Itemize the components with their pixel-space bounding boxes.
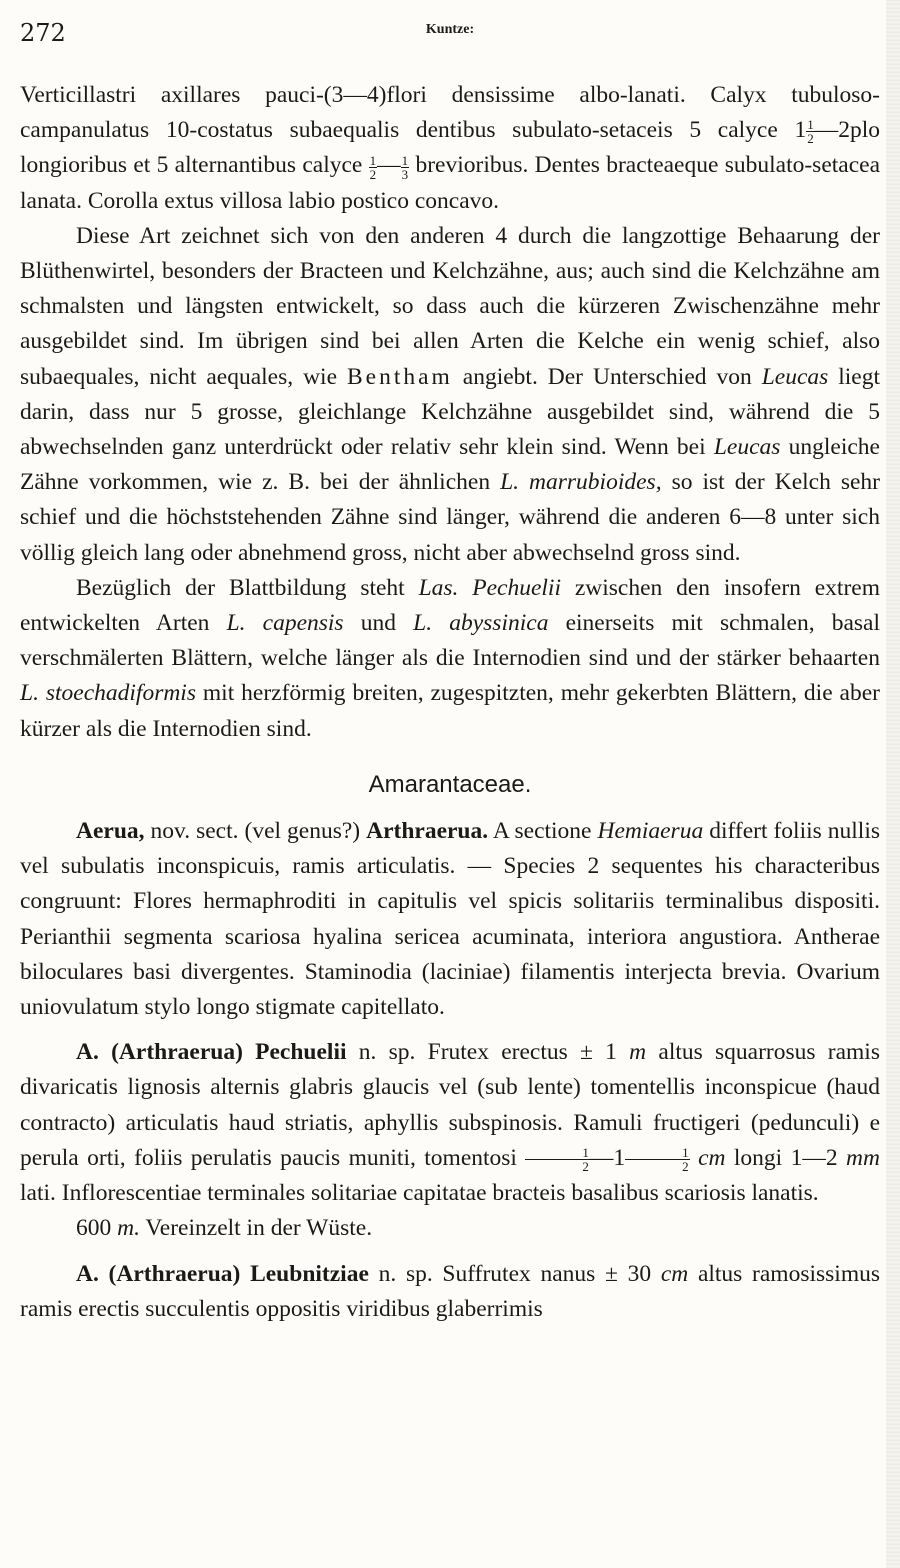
paragraph-locality: 600 m. Vereinzelt in der Wüste.	[76, 1215, 373, 1242]
paragraph-pechuelii: A. (Arthraerua) Pechuelii n. sp. Frutex erectus ± 1 m altus squarrosus ramis divaricatis lignosis alternis glabris glaucis vel (sub lente) tomentellis inconspicue (haud contracto) articulatis haud striatis, aphyllis subspinosis. Ramuli fructigeri (pedunculi) e perula orti, foliis perulatis paucis muniti, tomentosi $\frac{1}{2}$ —1 $\frac{1}{2}$ cm longi 1—2 mm lati. Inflorescentiae terminales solitariae capitatae bracteis basalibus scariosis lanatis.	[20, 1039, 880, 1207]
paragraph-species-comparison: Diese Art zeichnet sich von den anderen 4 durch die langzottige Behaarung der Blüthenwirtel, besonders der Bracteen und Kelchzähne, aus; auch sind die Kelchzähne am schmalsten und längsten entwickelt, so dass auch die kürzeren Zwischenzähne mehr ausgebildet sind. Im übrigen sind bei allen Arten die Kelche ein wenig schief, also subaequales, nicht aequales, wie Bentham angiebt. Der Unterschied von Leucas liegt darin, dass nur 5 grosse, gleichlange Kelchzähne ausgebildet sind, während die 5 abwechselnden ganz unterdrückt oder relativ sehr klein sind. Wenn bei Leucas ungleiche Zähne vorkommen, wie z. B. bei der ähnlichen L. marrubioides, so ist der Kelch sehr schief und die höchststehenden Zähne sind länger, während die anderen 6—8 unter sich völlig gleich lang oder abnehmend gross, nicht aber abwechselnd gross sind.	[20, 222, 880, 566]
paragraph-leubnitziae: A. (Arthraerua) Leubnitziae n. sp. Suffrutex nanus ± 30 cm altus ramosissimus ramis erectis succulentis oppositis viridibus glaberrimis	[20, 1260, 880, 1322]
fraction-one-half: $\frac{1}{2}$	[625, 1146, 690, 1173]
fraction-one-half: $\frac{1}{2}$	[369, 152, 377, 182]
fraction-one-half: $\frac{1}{2}$	[807, 117, 814, 147]
fraction-one-half: $\frac{1}{2}$	[525, 1146, 590, 1173]
fraction-one-third: $\frac{1}{3}$	[401, 152, 409, 182]
paragraph-leaf-formation: Bezüglich der Blattbildung steht Las. Pechuelii zwischen den insofern extrem entwickelten Arten L. capensis und L. abyssinica einerseits mit schmalen, basal verschmälerten Blättern, welche länger als die Internodien sind und der stärker behaarten L. stoechadiformis mit herzförmig breiten, zugespitzten, mehr gekerbten Blättern, die aber kürzer als die Internodien sind.	[20, 574, 881, 742]
paragraph-aerua-section: Aerua, nov. sect. (vel genus?) Arthraerua. A sectione Hemiaerua differt foliis nullis vel subulatis inconspicuis, ramis articulatis. — Species 2 sequentes his characteribus congruunt: Flores hermaphroditi in capitulis vel spicis solitariis terminalibus dispositi. Perianthii segmenta scariosa hyalina sericea acuminata, interiora angustiora. Antherae biloculares basi divergentes. Staminodia (laciniae) filamentis interjecta brevia. Ovarium uniovulatum stylo longo stigmate capitellato.	[20, 818, 880, 1021]
running-head: Kuntze:	[425, 22, 475, 37]
author-name: Bentham	[346, 363, 453, 390]
page-number: 272	[20, 19, 66, 47]
page-edge-shading	[886, 0, 900, 1568]
section-heading: Amarantaceae.	[368, 770, 532, 798]
body-text	[20, 78, 880, 1327]
paragraph-calyx-description: Verticillastri axillares pauci-(3—4)flori densissime albo-lanati. Calyx tubuloso-campanulatus 10-costatus subaequalis dentibus subulato-setaceis 5 calyce 1 $\frac{1}{2}$ —2plo longioribus et 5 alternantibus calyce $\frac{1}{2}$ — $\frac{1}{3}$ brevioribus. Dentes bracteaeque subulato-setacea lanata. Corolla extus villosa labio postico concavo.	[20, 82, 880, 214]
page-header	[20, 18, 880, 48]
